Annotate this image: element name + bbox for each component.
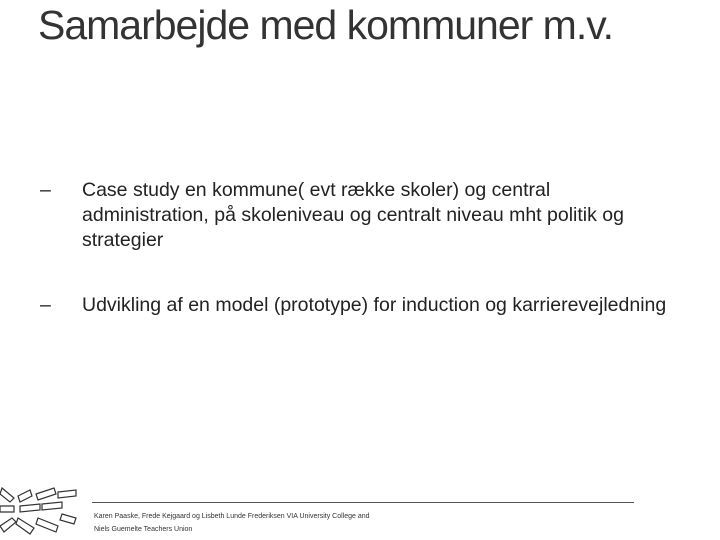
- bullet-list: [40, 178, 680, 358]
- slide-title: Samarbejde med kommuner m.v.: [38, 2, 614, 48]
- bullet-dash: –: [40, 294, 51, 316]
- bullet-item-model: [40, 293, 680, 318]
- footer-line-1: Karen Paaske, Frede Kejgaard og Lisbeth Lunde Frederiksen VIA University College and: [94, 513, 370, 520]
- bullet-item-case-study: [40, 178, 680, 253]
- bullet-text: Udvikling af en model (prototype) for induction og karrierevejledning: [82, 294, 667, 316]
- footer-line-2: Niels Guemelte Teachers Union: [94, 526, 193, 533]
- bullet-dash: –: [40, 179, 51, 201]
- footer-credits: [94, 510, 454, 536]
- bullet-text: Case study en kommune( evt række skoler) og central administration, på skoleniveau og centralt niveau mht politik og strategier: [82, 179, 624, 251]
- via-university-college-logo-icon: [0, 486, 78, 540]
- footer-divider: [92, 502, 634, 503]
